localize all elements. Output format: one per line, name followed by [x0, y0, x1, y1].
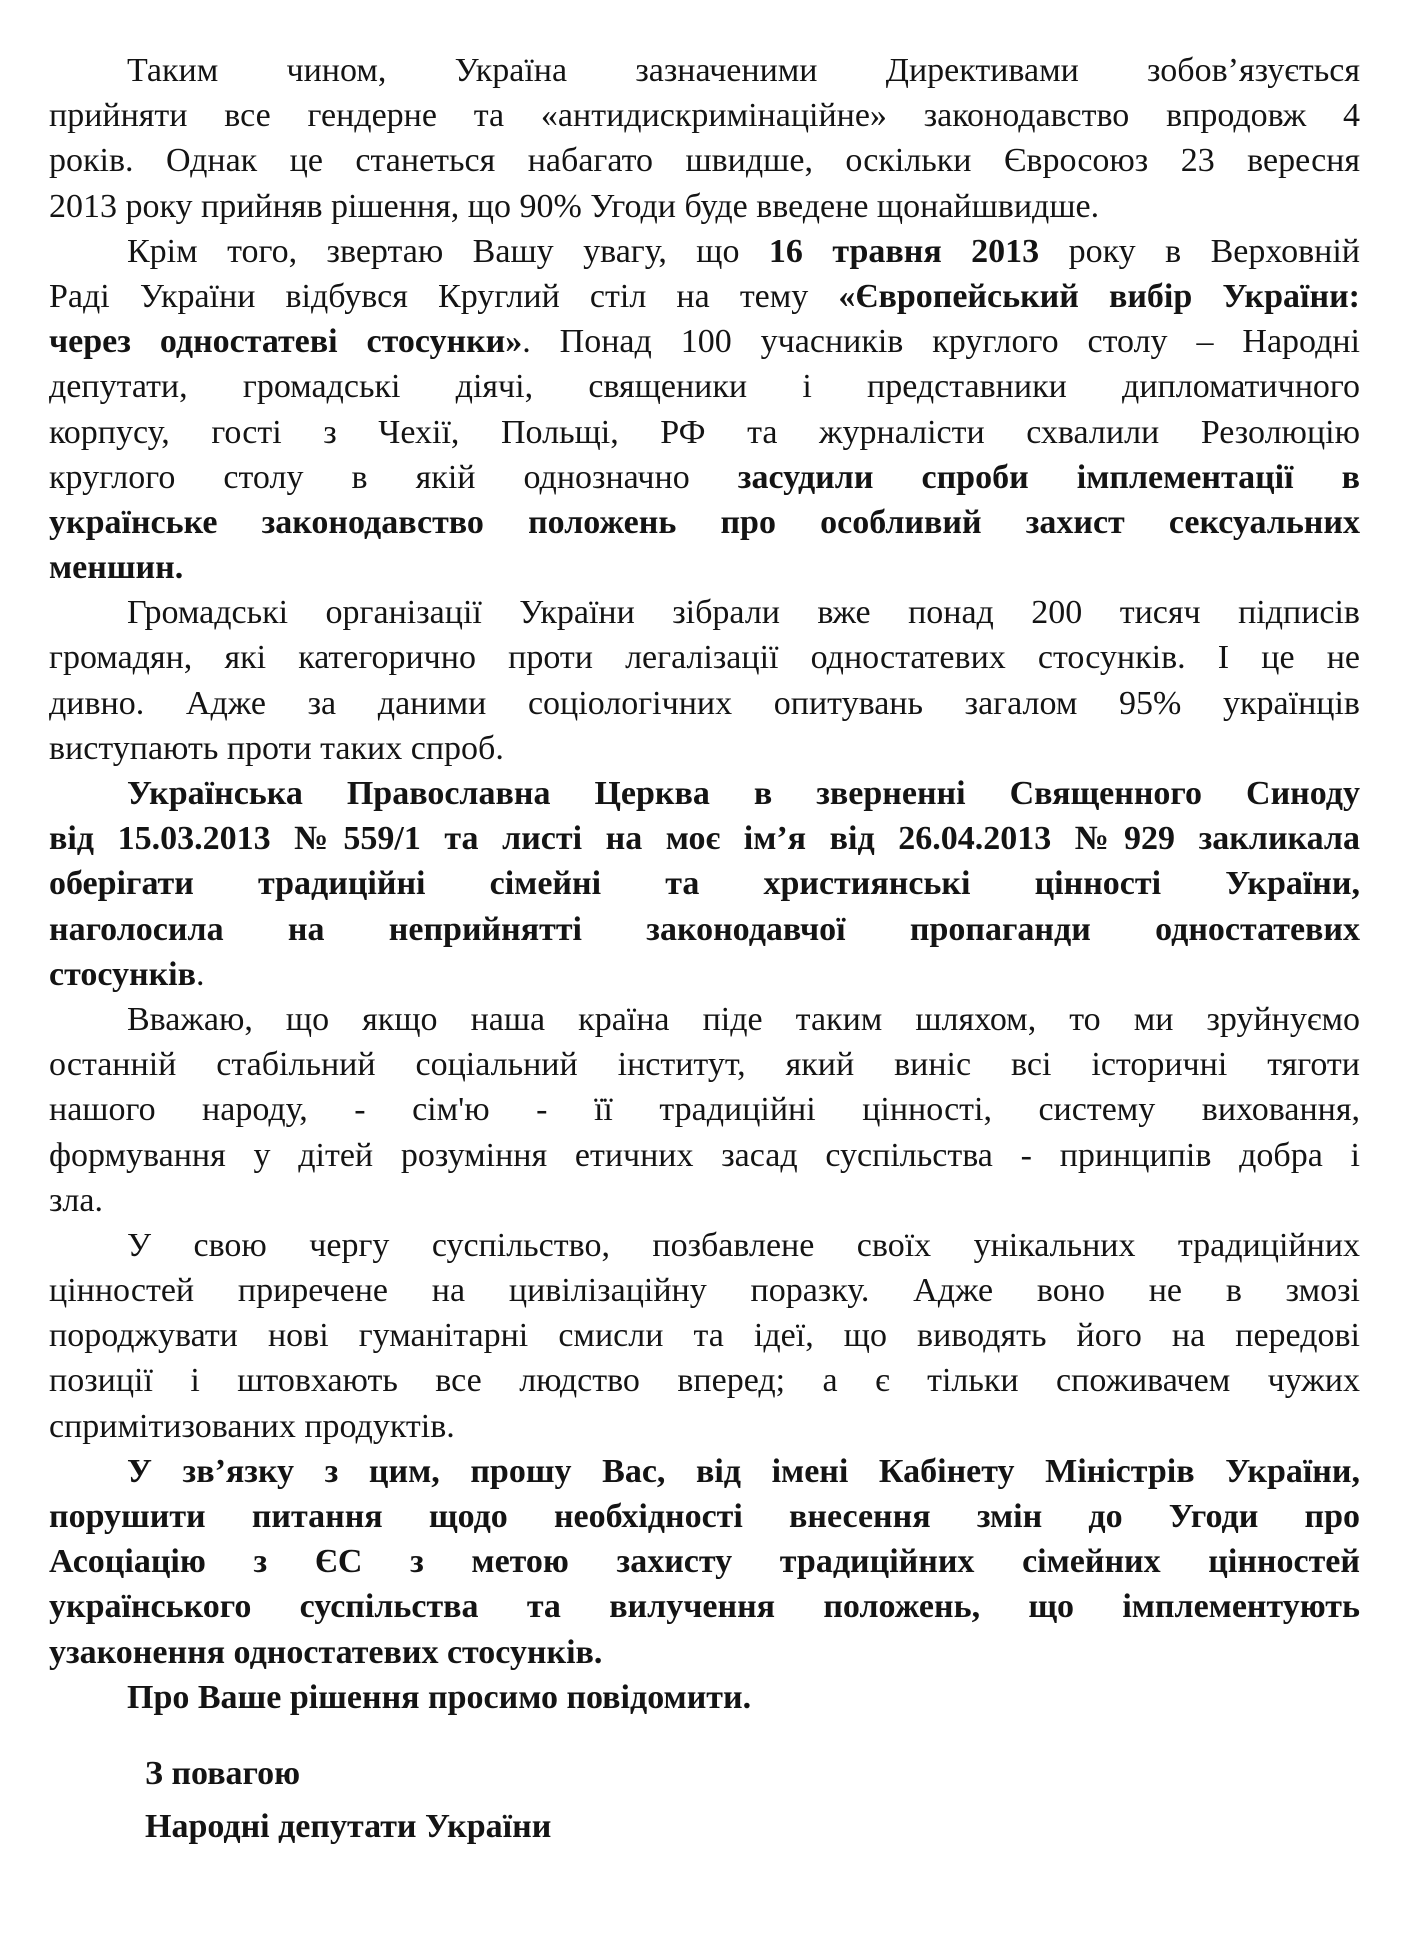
bold-text: через одностатеві стосунки»	[49, 323, 523, 361]
paragraph	[49, 1223, 1360, 1449]
text-line	[49, 93, 1360, 138]
text: круглого столу в якій однозначно	[49, 458, 738, 496]
bold-text: оберігати традиційні сімейні та християнські цінності України,	[49, 865, 1360, 903]
paragraph	[49, 1675, 1360, 1720]
text: нашого народу, - сім'ю - її традиційні цінності, систему виховання,	[49, 1091, 1360, 1129]
bold-text: від 15.03.2013 №559/1 та листі на моє ім’я від 26.04.2013 №929 закликала	[49, 820, 1360, 858]
bold-text: меншин.	[49, 549, 184, 587]
paragraph	[49, 48, 1360, 229]
text-line	[49, 48, 1360, 93]
text: прийняти все гендерне та «антидискримінаційне» законодавство впродовж 4	[49, 97, 1360, 135]
text-line	[49, 364, 1360, 409]
text: позиції і штовхають все людство вперед; а є тільки споживачем чужих	[49, 1362, 1360, 1400]
text: Раді України відбувся Круглий стіл на тему	[49, 277, 839, 315]
text: спримітизованих продуктів.	[49, 1407, 455, 1445]
text-line	[49, 319, 1360, 364]
text: громадян, які категорично проти легалізації одностатевих стосунків. І це не	[49, 639, 1360, 677]
text-line	[49, 726, 1360, 771]
bold-text: «Європейський вибір України:	[838, 277, 1360, 315]
text-line	[49, 771, 1360, 816]
paragraph	[49, 997, 1360, 1223]
paragraph	[49, 229, 1360, 591]
text-line	[49, 1178, 1360, 1223]
signatory: Народні депутати України	[145, 1808, 552, 1845]
text: дивно. Адже за даними соціологічних опитувань загалом 95% українців	[49, 684, 1360, 722]
text: років. Однак це станеться набагато швидше, оскільки Євросоюз 23 вересня	[49, 142, 1360, 180]
text-line	[49, 1133, 1360, 1178]
text: депутати, громадські діячі, священики і представники дипломатичного	[49, 368, 1360, 406]
text: Вважаю, що якщо наша країна піде таким шляхом, то ми зруйнуємо	[127, 1000, 1360, 1038]
text-line	[49, 229, 1360, 274]
text-line	[49, 1087, 1360, 1132]
text-line	[49, 410, 1360, 455]
text: року в Верховній	[1039, 232, 1360, 270]
text-line	[49, 1268, 1360, 1313]
text-line	[49, 997, 1360, 1042]
text-line	[49, 1539, 1360, 1584]
text-line	[49, 1630, 1360, 1675]
text-line	[49, 590, 1360, 635]
text-line	[49, 1449, 1360, 1494]
text-line	[49, 635, 1360, 680]
text-line	[49, 1404, 1360, 1449]
closing-salutation: З повагою	[145, 1755, 301, 1792]
text-line	[49, 816, 1360, 861]
text: корпусу, гості з Чехії, Польщі, РФ та журналісти схвалили Резолюцію	[49, 413, 1360, 451]
text: Таким чином, Україна зазначеними Директивами зобов’язується	[127, 52, 1360, 89]
text-line	[49, 907, 1360, 952]
bold-text: Асоціацію з ЄС з метою захисту традиційних сімейних цінностей	[49, 1543, 1360, 1581]
text-line	[49, 861, 1360, 906]
paragraph	[49, 590, 1360, 771]
text: формування у дітей розуміння етичних засад суспільства - принципів добра і	[49, 1136, 1360, 1174]
paragraph	[49, 1449, 1360, 1675]
bold-text: 16 травня 2013	[768, 232, 1040, 270]
text-line	[49, 1223, 1360, 1268]
bold-text: У зв’язку з цим, прошу Вас, від імені Кабінету Міністрів України,	[127, 1452, 1360, 1490]
letter-body	[49, 48, 1360, 1720]
text: цінностей приречене на цивілізаційну поразку. Адже воно не в змозі	[49, 1272, 1360, 1310]
paragraph	[49, 771, 1360, 997]
bold-text: стосунків	[49, 955, 196, 993]
text: У свою чергу суспільство, позбавлене своїх унікальних традиційних	[127, 1226, 1360, 1264]
text-line	[49, 952, 1360, 997]
text: . Понад 100 учасників круглого столу – Народні	[522, 323, 1361, 361]
text: .	[195, 955, 205, 993]
text: останній стабільний соціальний інститут, який виніс всі історичні тяготи	[49, 1046, 1360, 1084]
text-line	[49, 1042, 1360, 1087]
bold-text: засудили спроби імплементації в	[737, 458, 1360, 496]
bold-text: узаконення одностатевих стосунків.	[49, 1633, 603, 1671]
text-line	[49, 681, 1360, 726]
bold-text: українське законодавство положень про особливий захист сексуальних	[49, 503, 1360, 541]
text-line	[49, 1494, 1360, 1539]
text: 2013 року прийняв рішення, що 90% Угоди буде введене щонайшвидше.	[49, 187, 1100, 225]
text-line	[49, 274, 1360, 319]
text-line	[49, 1313, 1360, 1358]
bold-text: українського суспільства та вилучення положень, що імплементують	[49, 1588, 1360, 1626]
text-line	[49, 1584, 1360, 1629]
text: Громадські організації України зібрали вже понад 200 тисяч підписів	[127, 594, 1360, 632]
bold-text: наголосила на неприйнятті законодавчої пропаганди одностатевих	[49, 910, 1360, 948]
text-line	[49, 138, 1360, 183]
bold-text: Українська Православна Церква в зверненні Священного Синоду	[127, 775, 1360, 812]
bold-text: Про Ваше рішення просимо повідомити.	[127, 1678, 752, 1716]
text: Крім того, звертаю Вашу увагу, що	[127, 232, 769, 270]
text-line	[49, 455, 1360, 500]
text-line	[49, 500, 1360, 545]
text-line	[49, 1675, 1360, 1720]
text: породжувати нові гуманітарні смисли та ідеї, що виводять його на передові	[49, 1317, 1360, 1355]
text: виступають проти таких спроб.	[49, 729, 504, 767]
bold-text: порушити питання щодо необхідності внесення змін до Угоди про	[49, 1498, 1360, 1535]
text: зла.	[49, 1181, 103, 1219]
text-line	[49, 184, 1360, 229]
text-line	[49, 545, 1360, 590]
text-line	[49, 1358, 1360, 1403]
